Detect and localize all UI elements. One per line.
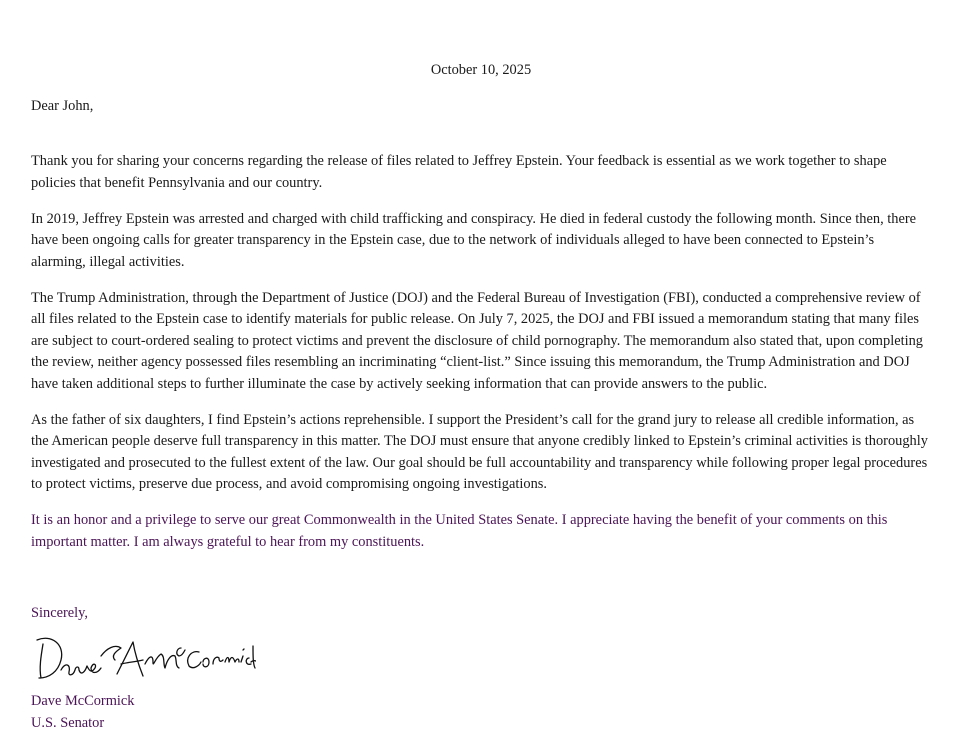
signer-block xyxy=(31,691,135,734)
closing-sincerely: Sincerely, xyxy=(31,605,89,621)
signer-title: U.S. Senator xyxy=(31,714,105,731)
paragraph-review: The Trump Administration, through the Department of Justice (DOJ) and the Federal Bureau of Investigation (FBI), conducted a comprehensive review of all files related to the Epstein case to identify materials for public release. On July 7, 2025, the DOJ and FBI issued a memorandum stating that many files are subject to court-ordered sealing to protect victims and prevent the disclosure of child pornography. The memorandum also stated that, upon completing the review, neither agency possessed files resembling an incriminating “client-list.” Since issuing this memorandum, the Trump Administration and DOJ have taken additional steps to further illuminate the case by actively seeking information that can provide answers to the public. xyxy=(31,289,923,392)
paragraph-thanks: Thank you for sharing your concerns regarding the release of files related to Jeffrey Epstein. Your feedback is essential as we work together to shape policies that benefit Pennsylvania and our country. xyxy=(31,153,887,191)
signer-name: Dave McCormick xyxy=(31,693,135,709)
letter-body xyxy=(31,151,931,568)
paragraph-closing: It is an honor and a privilege to serve our great Commonwealth in the United States Senate. I appreciate having the benefit of your comments on this important matter. I am always grateful to hear from my constituents. xyxy=(31,512,888,550)
paragraph-position: As the father of six daughters, I find Epstein’s actions reprehensible. I support the President’s call for the grand jury to release all credible information, as the American people deserve full transparency in this matter. The DOJ must ensure that anyone credibly linked to Epstein’s criminal activities is thoroughly investigated and prosecuted to the fullest extent of the law. Our goal should be full accountability and transparency while following proper legal procedures to protect victims, preserve due process, and avoid compromising ongoing investigations. xyxy=(31,411,928,492)
handwritten-signature xyxy=(31,626,256,688)
salutation: Dear John, xyxy=(31,98,94,114)
paragraph-background: In 2019, Jeffrey Epstein was arrested and charged with child trafficking and conspiracy. He died in federal custody the following month. Since then, there have been ongoing calls for greater transparency in the Epstein case, due to the network of individuals alleged to have been connected to Epstein’s alarming, illegal activities. xyxy=(31,210,917,270)
letter-date: October 10, 2025 xyxy=(430,62,532,78)
